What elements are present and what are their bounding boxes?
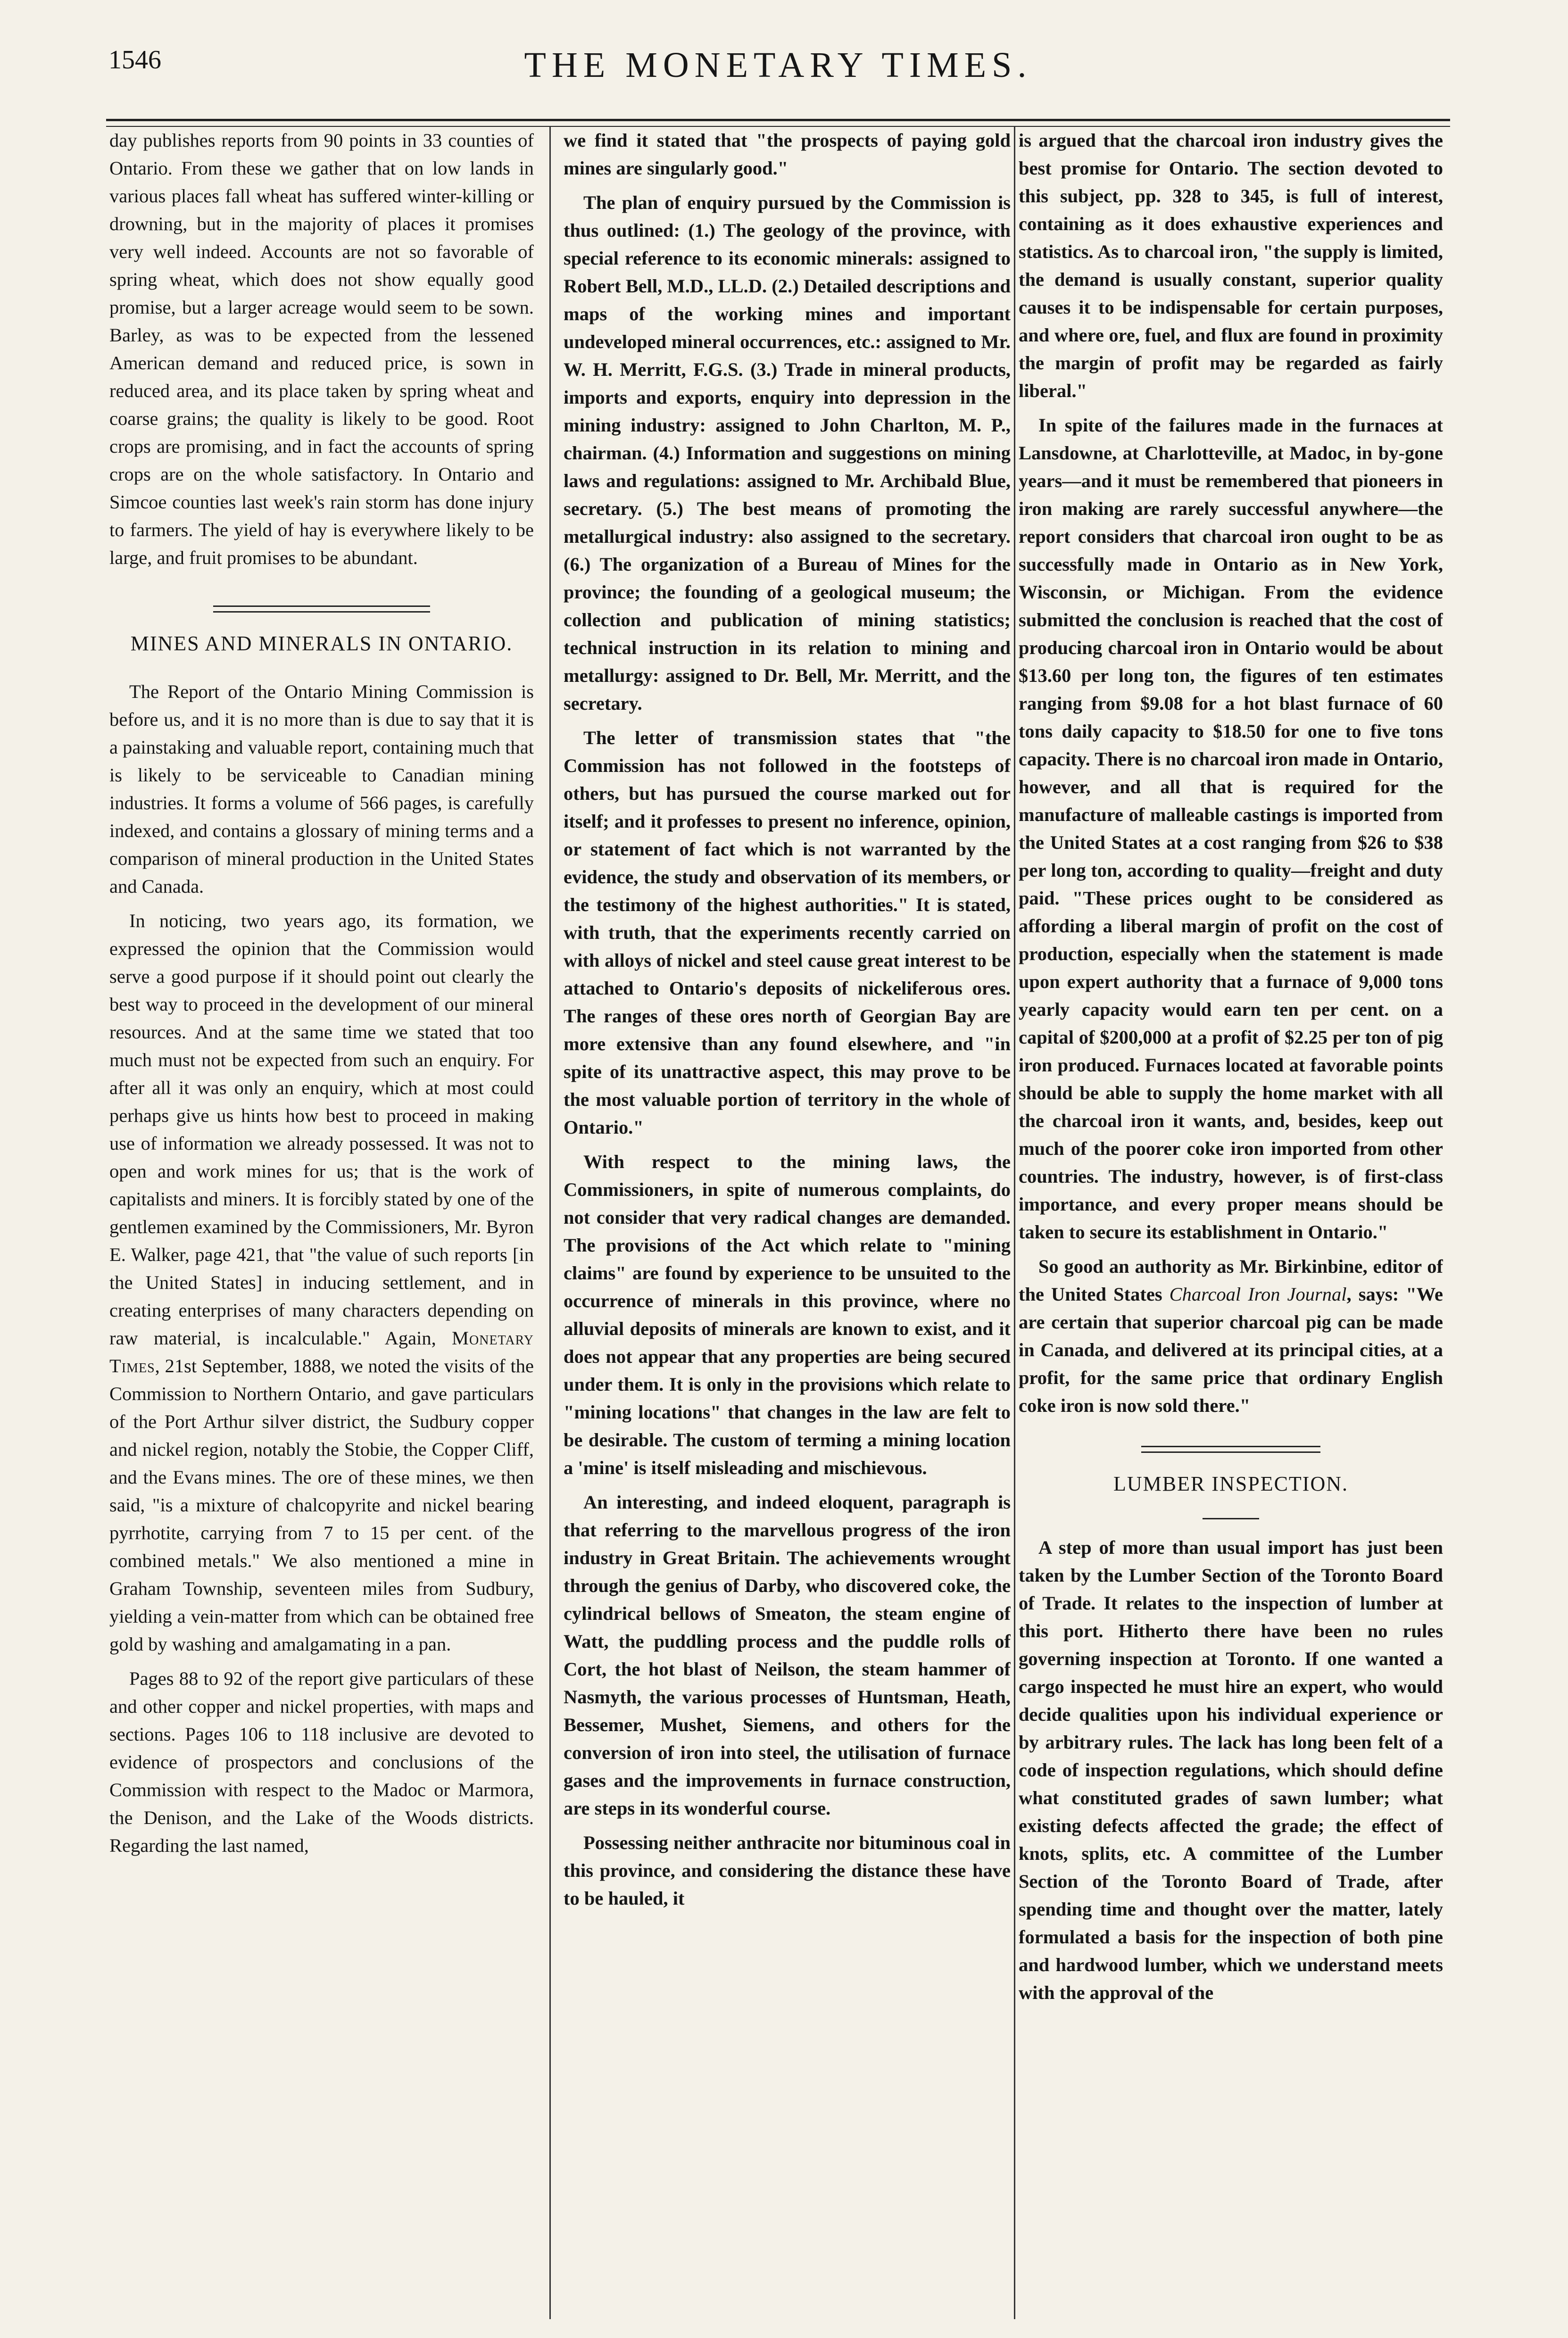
paragraph: An interesting, and indeed eloquent, paragraph is that referring to the marvellous progress of the iron industry in Great Britain. The achievements wrought through the genius of Darby, who discovered coke, the cylindrical bellows of Smeaton, the steam engine of Watt, the puddling process and the puddle rolls of Cort, the hot blast of Neilson, the steam hammer of Nasmyth, the various processes of Huntsman, Heath, Bessemer, Mushet, Siemens, and others for the conversion of iron into steel, the utilisation of furnace gases and the improvements in furnace construction, are steps in its wonderful course. [564, 1492, 1011, 1819]
paragraph: day publishes reports from 90 points in 33 counties of Ontario. From these we gather that on low lands in various places fall wheat has suffered winter-killing or drowning, but in the majority of places it promises very well indeed. Accounts are not so favorable of spring wheat, which does not show equally good promise, but a larger acreage would seem to be sown. Barley, as was to be expected from the lessened American demand and reduced price, is sown in reduced area, and its place taken by spring wheat and coarse grains; the quality is likely to be good. Root crops are promising, and in fact the accounts of spring crops are on the whole satisfactory. In Ontario and Simcoe counties last week's rain storm has done injury to farmers. The yield of hay is everywhere likely to be large, and fruit promises to be abundant. [109, 130, 534, 568]
paragraph-text: , 21st September, 1888, we noted the visits of the Commission to Northern Ontario, and gave particulars of the Port Arthur silver district, the Sudbury copper and nickel region, notably the Stobie, the Copper Cliff, and the Evans mines. The ore of these mines, we then said, "is a mixture of chalcopyrite and nickel bearing pyrrhotite, carrying from 7 to 15 per cent. of the combined metals." We also mentioned a mine in Graham Township, seventeen miles from Sudbury, yielding a vein-matter from which can be obtained free gold by washing and amalgamating in a pan. [109, 1355, 534, 1655]
paragraph: The letter of transmission states that "the Commission has not followed in the footsteps of others, but has pursued the course marked out for itself; and it professes to present no inference, opinion, or statement of fact which is not warranted by the evidence, the study and observation of its members, or the testimony of the highest authorities." It is stated, with truth, that the experiments recently carried on with alloys of nickel and steel cause great interest to be attached to Ontario's deposits of nickeliferous ores. The ranges of these ores north of Georgian Bay are more extensive than any found elsewhere, and "in spite of its unattractive aspect, this may prove to be the most valuable portion of territory in the whole of Ontario." [564, 727, 1011, 1138]
page-number: 1546 [108, 45, 161, 75]
paragraph: is argued that the charcoal iron industry gives the best promise for Ontario. The section devoted to this subject, pp. 328 to 345, is full of interest, containing as it does exhaustive experiences and statistics. As to charcoal iron, "the supply is limited, the demand is usually constant, superior quality causes it to be indispensable for certain purposes, and where ore, fuel, and flux are found in proximity the margin of profit may be regarded as fairly liberal." [1019, 130, 1443, 401]
paragraph: Pages 88 to 92 of the report give particulars of these and other copper and nickel properties, with maps and sections. Pages 106 to 118 inclusive are devoted to evidence of prospectors and conclusions of the Commission with respect to the Madoc or Marmora, the Denison, and the Lake of the Woods districts. Regarding the last named, [109, 1668, 534, 1856]
heading-underline [1203, 1518, 1259, 1519]
paragraph: The Report of the Ontario Mining Commission is before us, and it is no more than is due to say that it is a painstaking and valuable report, containing much that is likely to be serviceable to Canadian mining industries. It forms a volume of 566 pages, is carefully indexed, and contains a glossary of mining terms and a comparison of mineral production in the United States and Canada. [109, 681, 534, 897]
section-separator [213, 605, 430, 613]
section-heading-lumber: LUMBER INSPECTION. [1113, 1472, 1349, 1495]
paragraph: In spite of the failures made in the furnaces at Lansdowne, at Charlotteville, at Madoc, in by-gone years—and it must be remembered that pioneers in iron making are rarely successful anywhere—the report considers that charcoal iron ought to be as successfully made in Ontario as in New York, Wisconsin, or Michigan. From the evidence submitted the conclusion is reached that the cost of producing charcoal iron in Ontario would be about $13.60 per long ton, the figures of ten estimates ranging from $9.08 for a hot blast furnace of 60 tons daily capacity to $18.50 for one to five tons capacity. There is no charcoal iron made in Ontario, however, and all that is required for the manufacture of malleable castings is imported from the United States at a cost ranging from $26 to $38 per long ton, according to quality—freight and duty paid. "These prices ought to be considered as affording a liberal margin of profit on the cost of production, especially when the statement is made upon expert authority that a furnace of 9,000 tons yearly capacity would earn ten per cent. on a capital of $200,000 at a profit of $2.25 per ton of pig iron produced. Furnaces located at favorable points should be able to supply the home market with all the charcoal iron it wants, and, besides, keep out much of the poorer coke iron imported from other countries. The industry, however, is of first-class importance, and every proper means should be taken to secure its establishment in Ontario." [1019, 415, 1443, 1243]
column-3 [1019, 126, 1443, 2338]
paragraph [1019, 1252, 1443, 1419]
journal-name: Charcoal Iron Journal [1169, 1284, 1347, 1305]
page-header [108, 45, 1448, 111]
header-rule [106, 119, 1450, 127]
column-1 [109, 126, 534, 2338]
paragraph-text: , says: "We are certain that superior charcoal pig can be made in Canada, and delivered at its principal cities, at a profit, for the same price that ordinary English coke iron is now sold there." [1019, 1284, 1443, 1416]
paragraph: With respect to the mining laws, the Commissioners, in spite of numerous complaints, do not consider that very radical changes are demanded. The provisions of the Act which relate to "mining claims" are found by experience to be unsuited to the occurrence of minerals in this province, where no alluvial deposits of minerals are known to exist, and it does not appear that any properties are being secured under them. It is only in the provisions which relate to "mining locations" that changes in the law are felt to be desirable. The custom of terming a mining location a 'mine' is itself misleading and mischievous. [564, 1151, 1011, 1478]
paragraph-text: So good an authority as Mr. Birkinbine, editor of the United States [1019, 1256, 1443, 1305]
paragraph: Possessing neither anthracite nor bituminous coal in this province, and considering the distance these have to be hauled, it [564, 1832, 1011, 1909]
paragraph: A step of more than usual import has just been taken by the Lumber Section of the Toronto Board of Trade. It relates to the inspection of lumber at this port. Hitherto there have been no rules governing inspection at Toronto. If one wanted a cargo inspected he must hire an expert, who would decide qualities upon his individual experience or by arbitrary rules. The lack has long been felt of a code of inspection regulations, which should define what constituted grades of sawn lumber; what existing defects affected the grade; the effect of knots, splits, etc. A committee of the Lumber Section of the Toronto Board of Trade, after spending time and thought over the matter, lately formulated a basis for the inspection of both pine and hardwood lumber, which we understand meets with the approval of the [1019, 1537, 1443, 2003]
section-separator [1141, 1446, 1320, 1453]
section-heading-mines: MINES AND MINERALS IN ONTARIO. [130, 632, 513, 655]
column-divider [549, 126, 551, 2319]
column-2 [564, 126, 1011, 2338]
paragraph: we find it stated that "the prospects of paying gold mines are singularly good." [564, 130, 1011, 179]
column-divider [1014, 126, 1015, 2319]
paragraph: The plan of enquiry pursued by the Commission is thus outlined: (1.) The geology of the province, with special reference to its economic minerals: assigned to Robert Bell, M.D., LL.D. (2.) Detailed descriptions and maps of the working mines and important undeveloped mineral occurrences, etc.: assigned to Mr. W. H. Merritt, F.G.S. (3.) Trade in mineral products, imports and exports, enquiry into depression in the mining industry: assigned to John Charlton, M. P., chairman. (4.) Information and suggestions on mining laws and regulations: assigned to Mr. Archibald Blue, secretary. (5.) The best means of promoting the metallurgical industry: also assigned to the secretary. (6.) The organization of a Bureau of Mines for the province; the founding of a geological museum; the collection and publication of mining statistics; technical instruction in its relation to mining and metallurgy: assigned to Dr. Bell, Mr. Merritt, and the secretary. [564, 192, 1011, 714]
publication-name: Monetary Times [109, 1327, 534, 1376]
masthead-title: THE MONETARY TIMES. [524, 45, 1032, 85]
paragraph-text: In noticing, two years ago, its formation, we expressed the opinion that the Commission would serve a good purpose if it should point out clearly the best way to proceed in the development of our mineral resources. And at the same time we stated that too much must not be expected from such an enquiry. For after all it was only an enquiry, which at most could perhaps give us hints how best to proceed in making use of information we already possessed. It was not to open and work mines for us; that is the work of capitalists and miners. It is forcibly stated by one of the gentlemen examined by the Commissioners, Mr. Byron E. Walker, page 421, that "the value of such reports [in the United States] in inducing settlement, and in creating enterprises of many characters depending on raw material, is incalculable." Again, [109, 910, 534, 1349]
paragraph [109, 907, 534, 1658]
